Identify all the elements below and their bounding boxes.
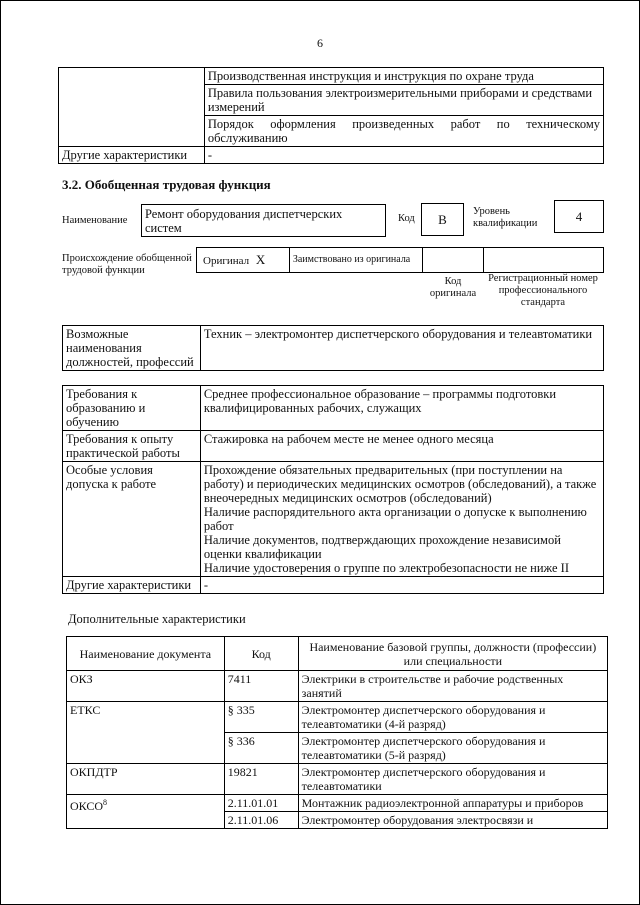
header-name: Наименование базовой группы, должности (профессии) или специальности — [298, 637, 607, 671]
name-label: Наименование — [62, 215, 128, 226]
table-row: Производственная инструкция и инструкция по охране труда — [204, 68, 603, 85]
other-label: Другие характеристики — [63, 577, 201, 594]
original-mark: X — [255, 251, 266, 267]
reg-caption: Регистрационный номер профессионального стандарта — [488, 273, 598, 308]
okso-name: Монтажник радиоэлектронной аппаратуры и приборов — [298, 795, 607, 812]
okso-doc-cell — [67, 795, 225, 829]
etks-code: § 335 — [224, 702, 298, 733]
special-value — [200, 462, 603, 577]
etks-doc: ЕТКС — [67, 702, 225, 764]
level-value: 4 — [554, 200, 604, 233]
okso-code: 2.11.01.01 — [224, 795, 298, 812]
special-label: Особые условия допуска к работе — [63, 462, 201, 577]
section-title: 3.2. Обобщенная трудовая функция — [62, 177, 271, 192]
positions-table — [62, 325, 604, 371]
code-label: Код — [398, 213, 415, 224]
original-label: Оригинал — [203, 254, 250, 267]
header-code: Код — [224, 637, 298, 671]
okz-code: 7411 — [224, 671, 298, 702]
origin-label: Происхождение обобщенной трудовой функции — [62, 253, 192, 276]
code-caption: Код оригинала — [429, 276, 477, 299]
origin-code-cell — [422, 248, 484, 273]
page-number: 6 — [317, 36, 323, 50]
etks-name: Электромонтер диспетчерского оборудования и телеавтоматики (5-й разряд) — [298, 733, 607, 764]
code-value: В — [421, 203, 464, 236]
okpdtr-code: 19821 — [224, 764, 298, 795]
name-value: Ремонт оборудования диспетчерских систем — [141, 204, 386, 237]
experience-label: Требования к опыту практической работы — [63, 431, 201, 462]
table-row: Правила пользования электроизмерительными приборами и средствами измерений — [204, 85, 603, 116]
positions-value: Техник – электромонтер диспетчерского оборудования и телеавтоматики — [200, 326, 603, 371]
okz-doc: ОКЗ — [67, 671, 225, 702]
etks-name: Электромонтер диспетчерского оборудования и телеавтоматики (4-й разряд) — [298, 702, 607, 733]
origin-reg-cell — [484, 248, 604, 273]
top-table — [58, 67, 604, 164]
etks-code: § 336 — [224, 733, 298, 764]
special-line: Наличие распорядительного акта организации о допуске к выполнению работ — [203, 505, 587, 533]
special-line: Прохождение обязательных предварительных (при поступлении на работу) и периодических медицинских осмотров (обследований), а также внеочередных медицинских осмотров (обследований) — [203, 463, 597, 505]
okso-footnote: 8 — [103, 798, 108, 807]
education-value: Среднее профессиональное образование – программы подготовки квалифицированных рабочих, служащих — [200, 386, 603, 431]
education-label: Требования к образованию и обучению — [63, 386, 201, 431]
experience-value: Стажировка на рабочем месте не менее одного месяца — [200, 431, 603, 462]
empty-cell — [59, 68, 205, 147]
origin-table — [196, 247, 604, 273]
other-characteristics-label: Другие характеристики — [59, 147, 205, 164]
okpdtr-doc: ОКПДТР — [67, 764, 225, 795]
okso-code: 2.11.01.06 — [224, 812, 298, 829]
special-line: Наличие удостоверения о группе по электробезопасности не ниже II — [203, 561, 569, 575]
table-row: Порядок оформления произведенных работ по техническому обслуживанию — [204, 116, 603, 147]
okpdtr-name: Электромонтер диспетчерского оборудования и телеавтоматики — [298, 764, 607, 795]
okso-name: Электромонтер оборудования электросвязи и — [298, 812, 607, 829]
okso-doc: ОКСО — [70, 799, 104, 813]
additional-table — [66, 636, 608, 829]
other-characteristics-value: - — [204, 147, 603, 164]
requirements-table — [62, 385, 604, 594]
level-label: Уровень квалификации — [473, 206, 538, 229]
other-value: - — [200, 577, 603, 594]
borrowed-label: Заимствовано из оригинала — [289, 248, 422, 273]
additional-title: Дополнительные характеристики — [68, 612, 246, 626]
original-cell — [197, 248, 290, 273]
positions-label: Возможные наименования должностей, профессий — [63, 326, 201, 371]
special-line: Наличие документов, подтверждающих прохождение независимой оценки квалификации — [203, 533, 561, 561]
header-doc: Наименование документа — [67, 637, 225, 671]
okz-name: Электрики в строительстве и рабочие родственных занятий — [298, 671, 607, 702]
